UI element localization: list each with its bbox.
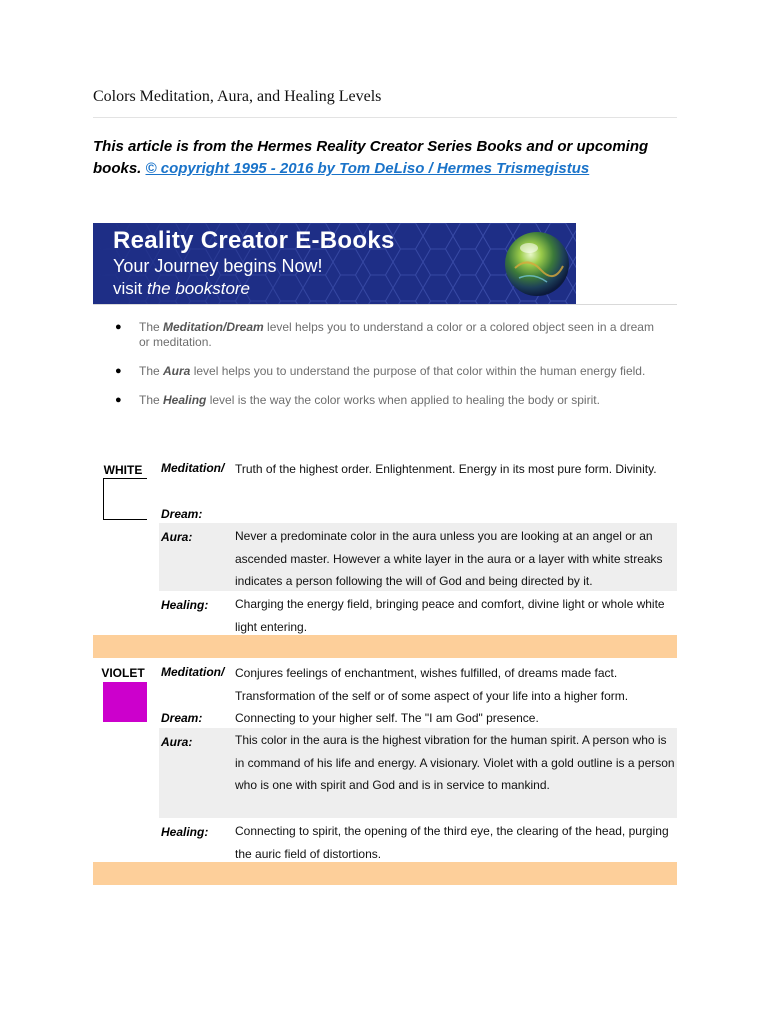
color-name: WHITE [103, 463, 143, 477]
aura-row [159, 728, 677, 818]
healing-label: Healing: [161, 825, 209, 839]
term-healing: Healing [163, 393, 207, 407]
meditation-label: Meditation/ [161, 461, 225, 475]
healing-text: Charging the energy field, bringing peace and comfort, divine light or whole white light entering. [235, 597, 665, 634]
healing-row [159, 593, 677, 639]
term-aura: Aura [163, 364, 191, 378]
intro-text: This article is from the Hermes Reality Creator Series Books and or upcoming books. [93, 138, 649, 177]
banner-bookstore-italic: the bookstore [147, 279, 251, 298]
bullet-icon: ● [115, 394, 122, 406]
list-item: ● The Meditation/Dream level helps you to understand a color or a colored object seen in a dream or meditation. [115, 320, 654, 349]
aura-text: This color in the aura is the highest vibration for the human spirit. A person who is in command of his life and energy. A visionary. Violet with a gold outline is a person who is one with spirit and God and is in service to mankind. [235, 733, 675, 792]
aura-label: Aura: [161, 530, 193, 544]
dream-label: Dream: [161, 711, 203, 725]
color-entry-white [93, 458, 677, 678]
level-definitions-list [115, 320, 660, 422]
aura-label: Aura: [161, 735, 193, 749]
crystal-orb-icon [503, 228, 571, 300]
page-title: Colors Meditation, Aura, and Healing Levels [93, 88, 382, 105]
swatch-top-line [103, 478, 146, 479]
color-name: VIOLET [101, 666, 145, 680]
aura-text: Never a predominate color in the aura unless you are looking at an angel or an ascended master. However a white layer in the aura or a layer with white streaks indicates a person following the will of God and being directed by it. [235, 529, 663, 588]
color-entry-violet [93, 662, 677, 892]
color-separator [93, 862, 677, 885]
color-swatch [103, 478, 147, 520]
healing-row [159, 820, 677, 866]
meditation-label: Meditation/ [161, 665, 225, 679]
color-swatch [103, 682, 147, 722]
list-item: ● The Healing level is the way the color works when applied to healing the body or spirit. [115, 393, 600, 407]
meditation-row [159, 458, 677, 522]
banner-visit-text: visit [113, 279, 147, 298]
copyright-link[interactable]: © copyright 1995 - 2016 by Tom DeLiso / Hermes Trismegistus [145, 160, 590, 177]
banner-divider [93, 304, 677, 305]
healing-text: Connecting to spirit, the opening of the third eye, the clearing of the head, purging the auric field of distortions. [235, 824, 669, 861]
banner-bookstore-text [113, 279, 250, 299]
bookstore-banner[interactable] [93, 223, 576, 304]
bullet-icon: ● [115, 321, 122, 333]
meditation-row [159, 662, 677, 726]
banner-title: Reality Creator E-Books [113, 227, 395, 254]
dream-label: Dream: [161, 507, 203, 521]
list-item: ● The Aura level helps you to understand the purpose of that color within the human energy field. [115, 364, 646, 378]
banner-subtitle: Your Journey begins Now! [113, 256, 323, 276]
healing-label: Healing: [161, 598, 209, 612]
intro-paragraph [93, 136, 683, 180]
bullet-icon: ● [115, 365, 122, 377]
meditation-text: Conjures feelings of enchantment, wishes fulfilled, of dreams made fact. Transformation of the self or of some aspect of your life into a higher form. Connecting to your higher self. The "I am God" presence. [235, 666, 629, 725]
aura-row [159, 523, 677, 591]
term-meditation-dream: Meditation/Dream [163, 320, 264, 334]
color-separator [93, 635, 677, 658]
meditation-text: Truth of the highest order. Enlightenment. Energy in its most pure form. Divinity. [235, 462, 657, 476]
title-divider [93, 117, 677, 118]
